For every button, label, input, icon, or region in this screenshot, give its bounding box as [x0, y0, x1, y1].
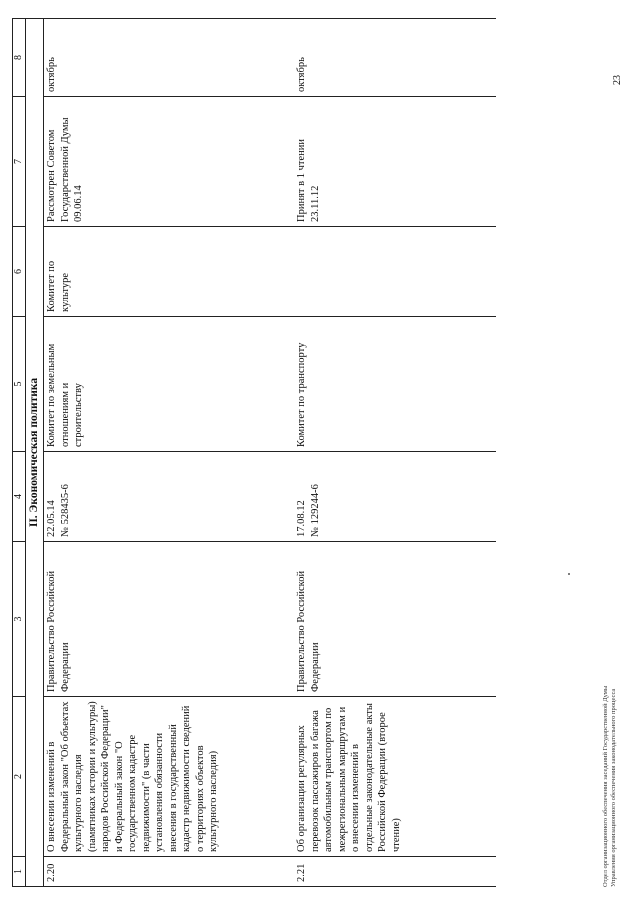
initiator: Правительство Российской Федерации	[294, 542, 496, 697]
bill-title: О внесении изменений в Федеральный закон "Об объектах культурного наследия (памятниках истории и культуры) народов Российской Федерации" и Федеральный закон "О государственном кадастре недвижимости" (в части установления обязанности внесения в государственный кадастр недвижимости сведений о территориях объектов культурного наследия)	[44, 697, 295, 857]
footer-line-2: Управления организационного обеспечения законодательного процесса	[610, 688, 617, 887]
col-num-8: 8	[13, 19, 26, 97]
legislative-plan-table	[12, 18, 496, 887]
table-row	[44, 19, 295, 887]
registration-cell	[44, 452, 295, 542]
footer-line-1: Отдел организационного обеспечения заседаний Государственной Думы	[602, 685, 609, 887]
registration-number: № 528435-6	[59, 484, 71, 537]
planned-month: октябрь	[44, 19, 295, 97]
row-number: 2.21	[294, 857, 496, 887]
col-num-5: 5	[13, 317, 26, 452]
registration-date: 17.08.12	[296, 500, 307, 537]
responsible-committee: Комитет по транспорту	[294, 317, 496, 452]
col-num-7: 7	[13, 97, 26, 227]
initiator: Правительство Российской Федерации	[44, 542, 295, 697]
co-committee	[294, 227, 496, 317]
co-committee: Комитет по культуре	[44, 227, 295, 317]
col-num-4: 4	[13, 452, 26, 542]
col-num-2: 2	[13, 697, 26, 857]
table-row	[294, 19, 496, 887]
scan-speck	[568, 573, 570, 575]
registration-number: № 129244-6	[309, 484, 321, 537]
col-num-3: 3	[13, 542, 26, 697]
row-number: 2.20	[44, 857, 295, 887]
status: Принят в 1 чтении 23.11.12	[294, 97, 496, 227]
planned-month: октябрь	[294, 19, 496, 97]
section-row	[26, 19, 44, 887]
page-number: 23	[612, 75, 623, 85]
footer-organization	[602, 686, 618, 887]
col-num-1: 1	[13, 857, 26, 887]
responsible-committee: Комитет по земельным отношениям и строительству	[44, 317, 295, 452]
registration-cell	[294, 452, 496, 542]
bill-title: Об организации регулярных перевозок пассажиров и багажа автомобильным транспортом по межрегиональным маршрутам и о внесении изменений в отдельные законодательные акты Российской Федерации (второе чтение)	[294, 697, 496, 857]
registration-date: 22.05.14	[46, 500, 57, 537]
section-title: II. Экономическая политика	[26, 19, 44, 887]
column-number-header	[13, 19, 26, 887]
col-num-6: 6	[13, 227, 26, 317]
status: Рассмотрен Советом Государственной Думы 09.06.14	[44, 97, 295, 227]
